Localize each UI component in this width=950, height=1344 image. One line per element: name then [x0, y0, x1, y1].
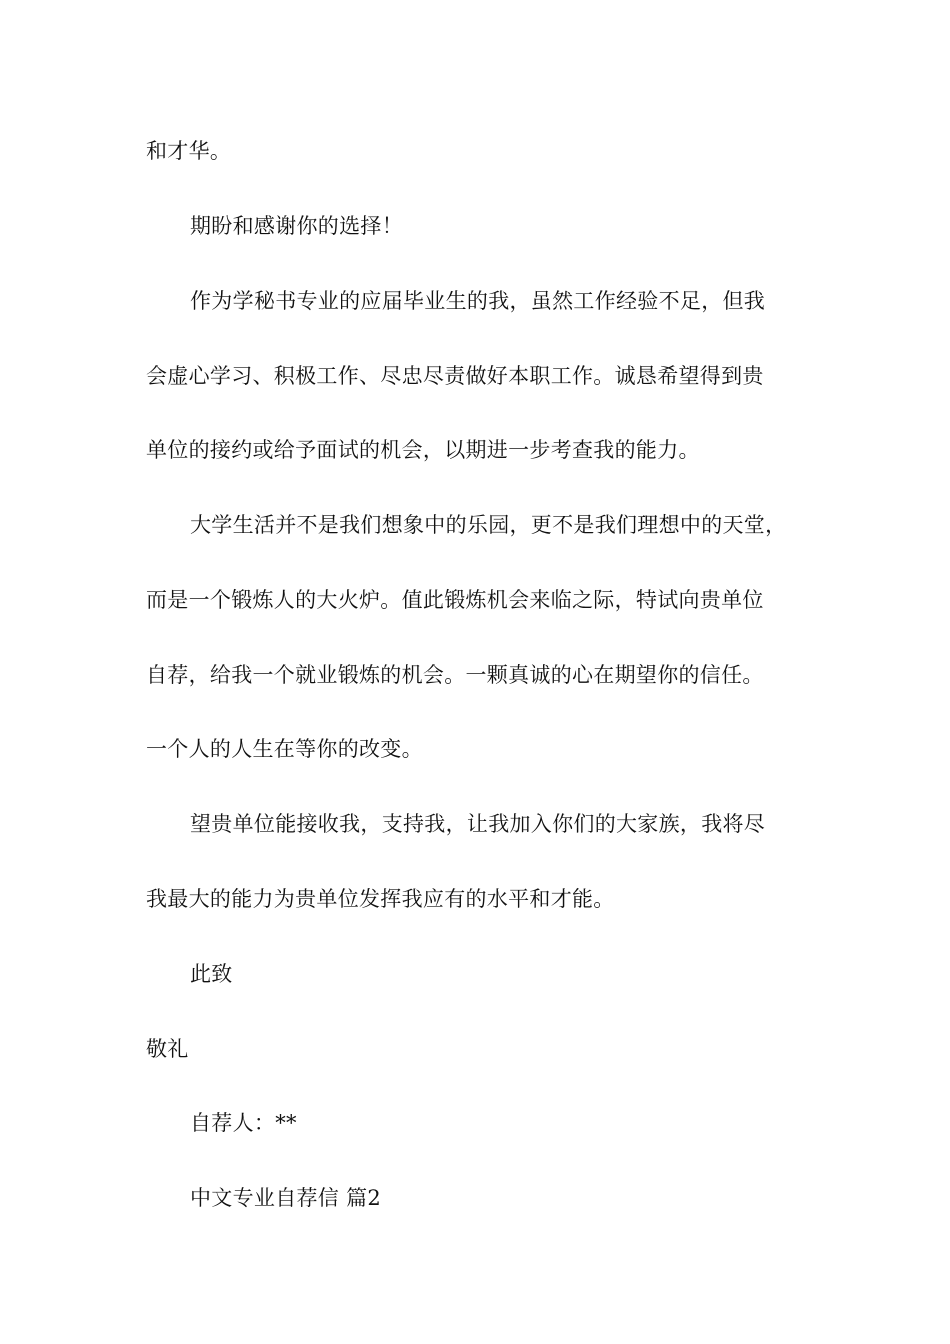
text-line-4: 会虚心学习、积极工作、尽忠尽责做好本职工作。诚恳希望得到贵: [146, 364, 764, 388]
text-line-8: 自荐，给我一个就业锻炼的机会。一颗真诚的心在期望你的信任。: [146, 663, 764, 687]
text-line-2: 期盼和感谢你的选择！: [190, 214, 403, 238]
text-line-5: 单位的接约或给予面试的机会，以期进一步考查我的能力。: [146, 438, 700, 462]
text-line-11: 我最大的能力为贵单位发挥我应有的水平和才能。: [146, 887, 615, 911]
salutation-line: 此致: [190, 962, 233, 986]
text-line-9: 一个人的人生在等你的改变。: [146, 737, 423, 761]
section-heading: 中文专业自荐信 篇2: [190, 1186, 382, 1210]
text-line-7: 而是一个锻炼人的大火炉。值此锻炼机会来临之际，特试向贵单位: [146, 588, 764, 612]
signature-line: 自荐人：**: [190, 1111, 297, 1135]
text-line-1: 和才华。: [146, 139, 232, 163]
text-line-6: 大学生活并不是我们想象中的乐园，更不是我们理想中的天堂，: [190, 513, 787, 537]
closing-line: 敬礼: [146, 1037, 189, 1061]
text-line-3: 作为学秘书专业的应届毕业生的我，虽然工作经验不足，但我: [190, 289, 766, 313]
text-line-10: 望贵单位能接收我，支持我，让我加入你们的大家族，我将尽: [190, 812, 766, 836]
